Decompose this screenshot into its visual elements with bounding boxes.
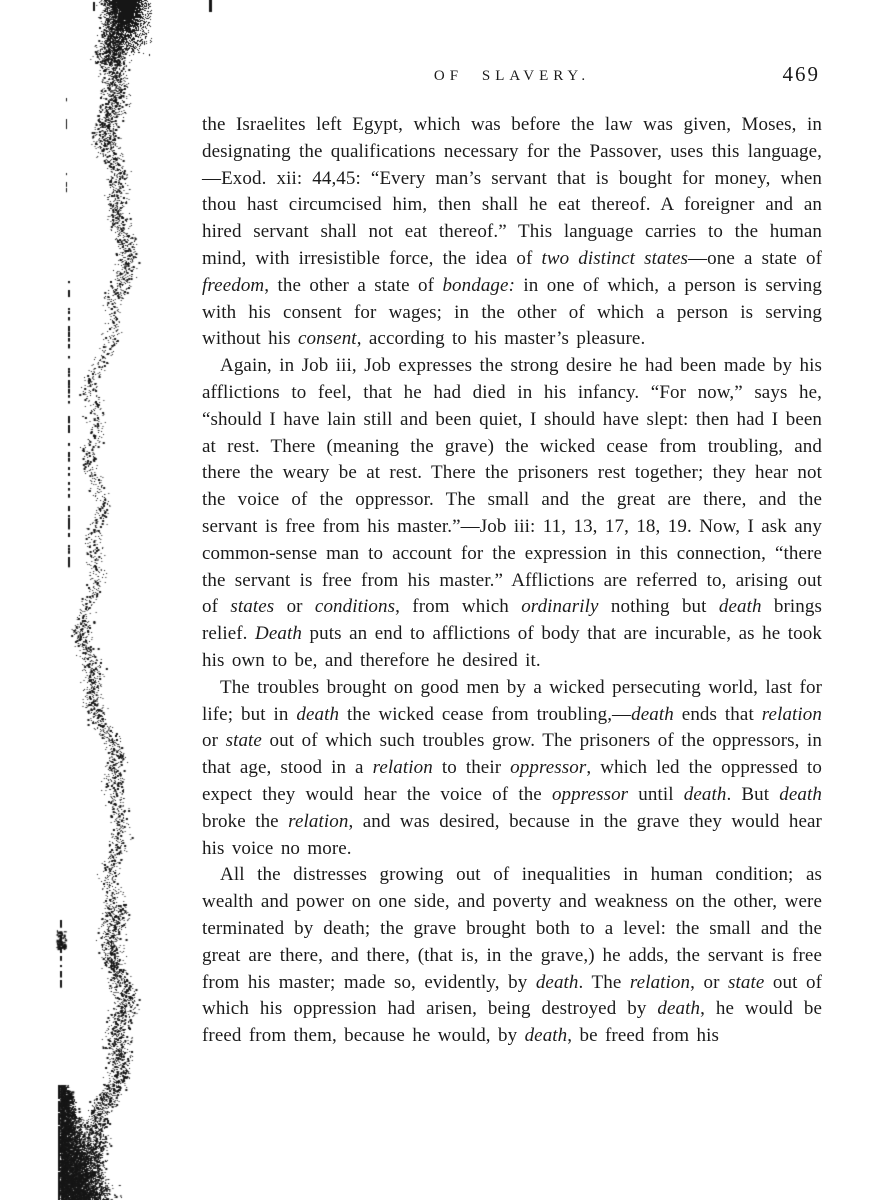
paragraph: The troubles brought on good men by a wicked persecuting world, last for life; but in death the wicked cease from troubling,—death ends that relation or state out of which such troubles grow. The prisoners of the oppressors, in that age, stood in a relation to their oppressor, which led the oppressed to expect they would hear the voice of the oppressor until death. But death broke the relation, and was desired, because in the grave they would hear his voice no more. xyxy=(202,676,823,859)
page-number: 469 xyxy=(782,62,820,86)
page-header xyxy=(202,62,822,96)
running-head: OF SLAVERY. xyxy=(433,68,591,84)
paragraph: All the distresses growing out of inequalities in human condition; as wealth and power on one side, and poverty and weakness on the other, were terminated by death; the grave brought both to a level: the small and the great are there, and there, (that is, in the grave,) he adds, the servant is free from his master; made so, evidently, by death. The relation, or state out of which his oppression had arisen, being destroyed by death, he would be freed from them, because he would, by death, be freed from his xyxy=(202,864,823,1047)
paragraph: Again, in Job iii, Job expresses the strong desire he had been made by his afflictions to feel, that he had died in his infancy. “For now,” says he, “should I have lain still and been quiet, I should have slept: then had I been at rest. There (meaning the grave) the wicked cease from troubling, and there the weary be at rest. There the prisoners rest together; they hear not the voice of the oppressor. The small and the great are there, and the servant is free from his master.”—Job iii: 11, 13, 17, 18, 19. Now, I ask any common-sense man to account for the expression in this connection, “there the servant is free from his master.” Afflictions are referred to, arising out of states or conditions, from which ordinarily nothing but death brings relief. Death puts an end to afflictions of body that are incurable, as he took his own to be, and therefore he desired it. xyxy=(202,355,823,671)
page-body xyxy=(202,112,822,1050)
paragraph: the Israelites left Egypt, which was before the law was given, Moses, in designating the qualifications necessary for the Passover, uses this language,—Exod. xii: 44,45: “Every man’s servant that is bought for money, when thou hast circumcised him, then shall he eat thereof. A foreigner and an hired servant shall not eat thereof.” This language carries to the human mind, with irresistible force, the idea of two distinct states—one a state of freedom, the other a state of bondage: in one of which, a person is serving with his consent for wages; in the other of which a person is serving without his consent, according to his master’s pleasure. xyxy=(202,114,823,350)
